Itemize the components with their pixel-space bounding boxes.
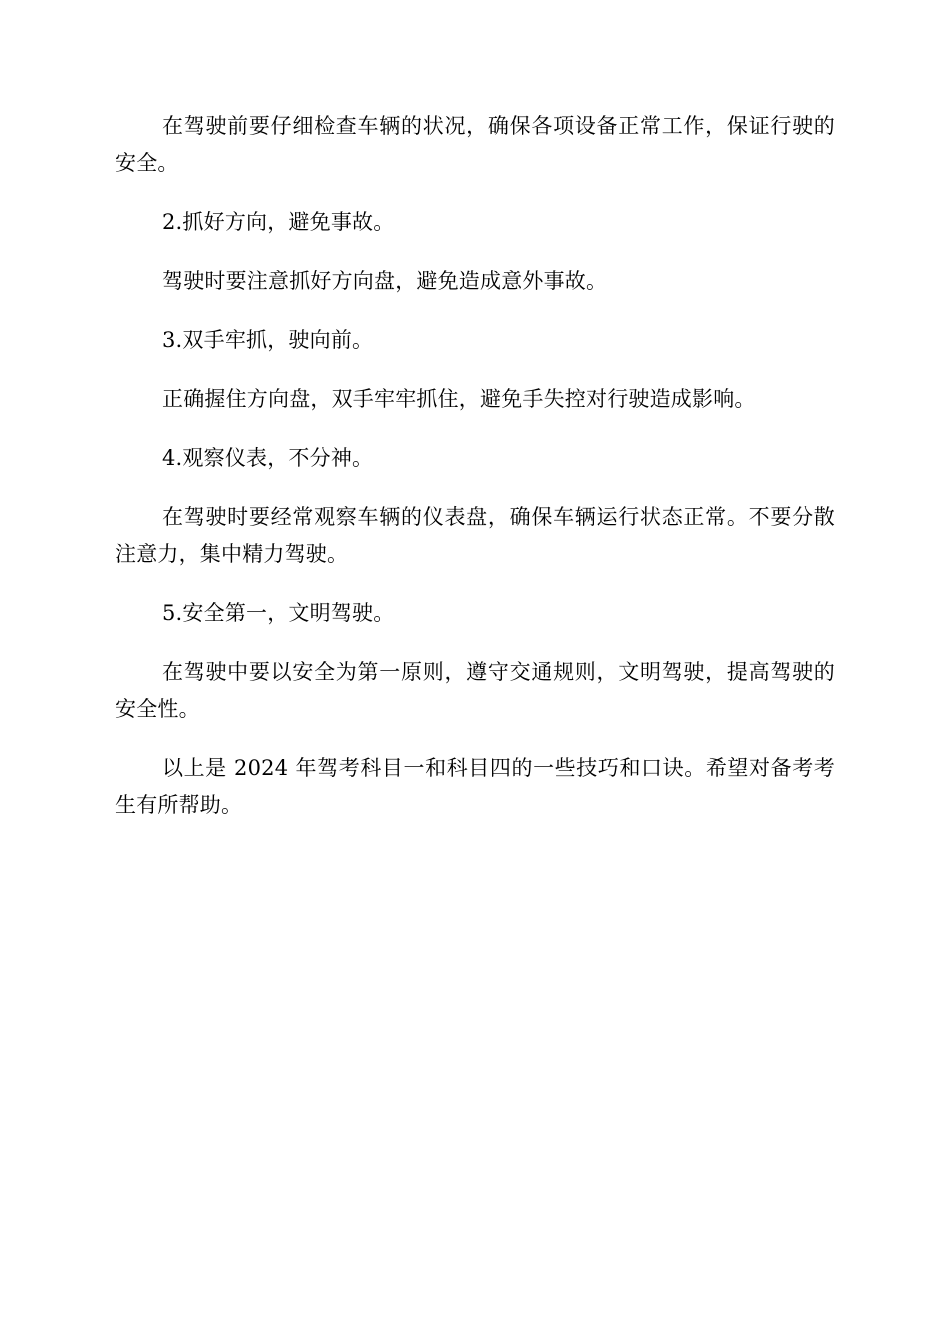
heading-instruments: 4.观察仪表，不分神。 bbox=[162, 446, 374, 470]
paragraph-instruments: 在驾驶时要经常观察车辆的仪表盘，确保车辆运行状态正常。不要分散注意力，集中精力驾驶。 bbox=[115, 505, 835, 566]
document-body bbox=[115, 108, 835, 846]
paragraph-conclusion: 以上是 2024 年驾考科目一和科目四的一些技巧和口诀。希望对备考考生有所帮助。 bbox=[115, 756, 835, 817]
paragraph-safety-first: 在驾驶中要以安全为第一原则，遵守交通规则，文明驾驶，提高驾驶的安全性。 bbox=[115, 660, 835, 721]
paragraph-steering: 驾驶时要注意抓好方向盘，避免造成意外事故。 bbox=[162, 269, 608, 293]
paragraph-both-hands: 正确握住方向盘，双手牢牢抓住，避免手失控对行驶造成影响。 bbox=[162, 387, 756, 411]
heading-safety-first: 5.安全第一，文明驾驶。 bbox=[162, 601, 395, 625]
paragraph-check-vehicle: 在驾驶前要仔细检查车辆的状况，确保各项设备正常工作，保证行驶的安全。 bbox=[115, 114, 835, 175]
heading-both-hands: 3.双手牢抓，驶向前。 bbox=[162, 328, 374, 352]
heading-steering: 2.抓好方向，避免事故。 bbox=[162, 210, 395, 234]
